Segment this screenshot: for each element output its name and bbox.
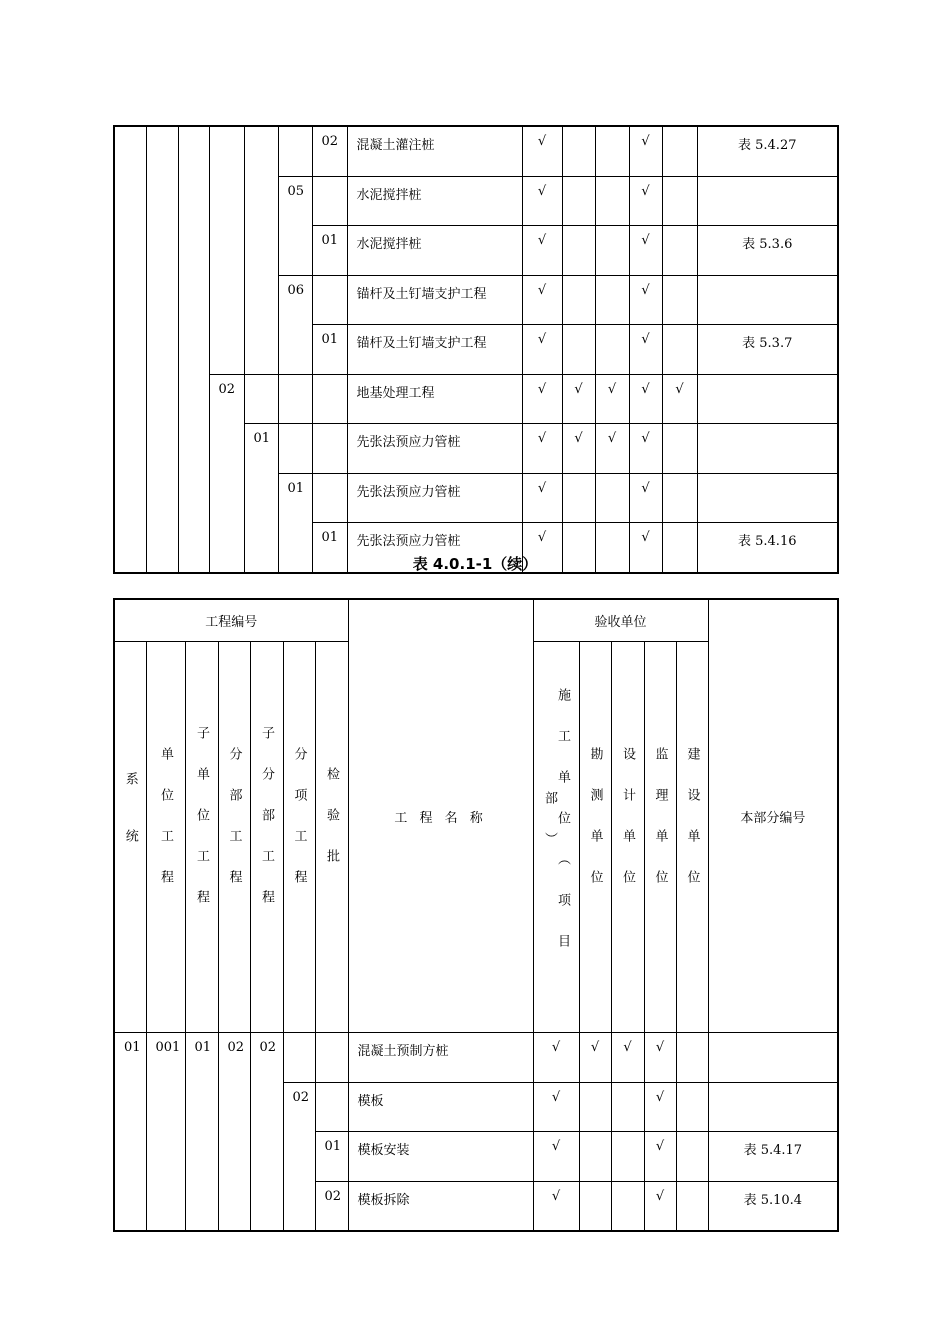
check-supervision: √ <box>629 176 662 226</box>
header-subdivision-text: 子分部工程 <box>259 726 274 931</box>
cell-item: 02 <box>283 1082 315 1231</box>
cell-subunit: 01 <box>185 1033 218 1232</box>
check-supervision: √ <box>629 473 662 523</box>
check-construction: √ <box>522 523 562 573</box>
header-subunit <box>185 642 218 1033</box>
cell-subdivision <box>244 374 278 424</box>
check-survey: √ <box>562 424 595 474</box>
check-design <box>595 176 629 226</box>
cell-ref: 表 5.4.17 <box>708 1132 838 1182</box>
header-design-unit-text: 设计单位 <box>620 746 636 911</box>
check-owner <box>662 325 697 375</box>
cell-ref <box>697 275 838 325</box>
cell-name: 模板安装 <box>348 1132 533 1182</box>
check-supervision: √ <box>644 1082 676 1132</box>
header-subdivision <box>250 642 283 1033</box>
header-survey-unit <box>579 642 611 1033</box>
check-supervision: √ <box>629 424 662 474</box>
cell-batch <box>312 473 347 523</box>
check-survey <box>579 1082 611 1132</box>
check-supervision: √ <box>629 275 662 325</box>
check-survey <box>562 473 595 523</box>
check-construction: √ <box>522 275 562 325</box>
cell-name: 模板 <box>348 1082 533 1132</box>
cell-name: 锚杆及土钉墙支护工程 <box>347 325 522 375</box>
header-system <box>114 642 146 1033</box>
cell-batch: 01 <box>315 1132 348 1182</box>
check-owner <box>662 176 697 226</box>
cell-name: 混凝土预制方桩 <box>348 1033 533 1083</box>
cell-name: 先张法预应力管桩 <box>347 523 522 573</box>
cell-name: 地基处理工程 <box>347 374 522 424</box>
cell-item: 06 <box>278 275 312 374</box>
check-construction: √ <box>533 1181 579 1231</box>
check-owner <box>662 424 697 474</box>
cell-name: 锚杆及土钉墙支护工程 <box>347 275 522 325</box>
check-owner <box>676 1132 708 1182</box>
cell-name: 水泥搅拌桩 <box>347 176 522 226</box>
header-item <box>283 642 315 1033</box>
cell-system: 01 <box>114 1033 146 1232</box>
check-supervision: √ <box>644 1132 676 1182</box>
header-supervision-unit-text: 监理单位 <box>652 746 668 911</box>
header-item-text: 分项工程 <box>291 746 307 911</box>
cell-unit <box>146 126 178 573</box>
check-design: √ <box>595 374 629 424</box>
cell-system <box>114 126 146 573</box>
check-survey <box>562 126 595 176</box>
check-construction: √ <box>533 1033 579 1083</box>
cell-name: 先张法预应力管桩 <box>347 473 522 523</box>
cell-ref: 表 5.10.4 <box>708 1181 838 1231</box>
header-batch <box>315 642 348 1033</box>
header-row-1 <box>114 599 838 642</box>
table-part-2 <box>113 598 839 1232</box>
check-supervision: √ <box>629 226 662 276</box>
check-owner <box>662 126 697 176</box>
check-owner <box>676 1082 708 1132</box>
cell-name: 混凝土灌注桩 <box>347 126 522 176</box>
check-construction: √ <box>522 325 562 375</box>
header-owner-unit <box>676 642 708 1033</box>
header-division <box>218 642 250 1033</box>
header-batch-text: 检验批 <box>324 767 340 890</box>
check-survey <box>562 275 595 325</box>
check-survey <box>562 176 595 226</box>
check-owner: √ <box>662 374 697 424</box>
cell-subunit <box>178 126 209 573</box>
header-owner-unit-text: 建设单位 <box>684 746 700 911</box>
cell-subdivision: 01 <box>244 424 278 573</box>
check-design <box>611 1181 644 1231</box>
cell-batch: 01 <box>312 226 347 276</box>
check-supervision: √ <box>629 325 662 375</box>
header-unit-text: 单位工程 <box>158 746 173 911</box>
cell-batch: 02 <box>312 126 347 176</box>
cell-batch <box>315 1082 348 1132</box>
header-construction-unit-text: 施工单位︵项目部︶ <box>542 688 571 975</box>
check-construction: √ <box>522 424 562 474</box>
check-design: √ <box>611 1033 644 1083</box>
check-survey: √ <box>579 1033 611 1083</box>
check-supervision: √ <box>644 1181 676 1231</box>
check-construction: √ <box>533 1132 579 1182</box>
check-construction: √ <box>522 226 562 276</box>
check-construction: √ <box>522 374 562 424</box>
check-construction: √ <box>533 1082 579 1132</box>
cell-ref <box>697 473 838 523</box>
check-construction: √ <box>522 473 562 523</box>
check-design <box>595 226 629 276</box>
header-division-text: 分部工程 <box>226 746 242 911</box>
check-survey <box>579 1181 611 1231</box>
header-supervision-unit <box>644 642 676 1033</box>
check-survey <box>562 226 595 276</box>
check-design <box>595 126 629 176</box>
check-construction: √ <box>522 176 562 226</box>
cell-division: 02 <box>209 374 244 573</box>
check-supervision: √ <box>644 1033 676 1083</box>
header-subunit-text: 子单位工程 <box>194 726 209 931</box>
cell-batch: 01 <box>312 325 347 375</box>
table-part-1 <box>113 125 839 574</box>
cell-item <box>278 374 312 424</box>
check-design <box>595 275 629 325</box>
check-design <box>611 1132 644 1182</box>
check-owner <box>662 473 697 523</box>
cell-batch <box>312 374 347 424</box>
cell-division <box>209 126 244 374</box>
check-survey: √ <box>562 374 595 424</box>
check-supervision: √ <box>629 523 662 573</box>
cell-subdivision <box>244 126 278 374</box>
check-owner <box>676 1033 708 1083</box>
check-design <box>595 325 629 375</box>
cell-name: 模板拆除 <box>348 1181 533 1231</box>
check-survey <box>562 325 595 375</box>
cell-batch: 02 <box>315 1181 348 1231</box>
cell-ref: 表 5.4.16 <box>697 523 838 573</box>
table-row <box>114 374 838 424</box>
header-unit <box>146 642 185 1033</box>
cell-name: 水泥搅拌桩 <box>347 226 522 276</box>
header-acceptance-unit: 验收单位 <box>533 599 708 642</box>
cell-batch <box>312 275 347 325</box>
cell-unit: 001 <box>146 1033 185 1232</box>
cell-item <box>283 1033 315 1083</box>
cell-item <box>278 424 312 474</box>
check-supervision: √ <box>629 126 662 176</box>
header-part-number: 本部分编号 <box>708 599 838 1033</box>
cell-division: 02 <box>218 1033 250 1232</box>
cell-name: 先张法预应力管桩 <box>347 424 522 474</box>
cell-ref <box>697 374 838 424</box>
header-survey-unit-text: 勘测单位 <box>587 746 603 911</box>
cell-item <box>278 126 312 176</box>
table-title: 表 4.0.1-1（续） <box>412 555 538 573</box>
check-owner <box>676 1181 708 1231</box>
cell-batch <box>312 424 347 474</box>
cell-subdivision: 02 <box>250 1033 283 1232</box>
cell-batch <box>312 176 347 226</box>
check-design: √ <box>595 424 629 474</box>
cell-ref <box>697 424 838 474</box>
check-owner <box>662 275 697 325</box>
check-design <box>595 473 629 523</box>
check-supervision: √ <box>629 374 662 424</box>
table-row <box>114 1033 838 1083</box>
header-project-name: 工 程 名 称 <box>348 599 533 1033</box>
table-row <box>114 126 838 176</box>
cell-batch: 01 <box>312 523 347 573</box>
cell-ref <box>697 176 838 226</box>
cell-ref <box>708 1082 838 1132</box>
header-construction-unit <box>533 642 579 1033</box>
cell-item: 01 <box>278 473 312 573</box>
cell-batch <box>315 1033 348 1083</box>
cell-ref: 表 5.4.27 <box>697 126 838 176</box>
cell-ref: 表 5.3.6 <box>697 226 838 276</box>
check-construction: √ <box>522 126 562 176</box>
header-system-text: 系统 <box>122 771 138 886</box>
cell-item: 05 <box>278 176 312 275</box>
check-survey <box>579 1132 611 1182</box>
cell-ref: 表 5.3.7 <box>697 325 838 375</box>
cell-ref <box>708 1033 838 1083</box>
header-design-unit <box>611 642 644 1033</box>
header-project-code: 工程编号 <box>114 599 348 642</box>
check-design <box>611 1082 644 1132</box>
check-owner <box>662 226 697 276</box>
